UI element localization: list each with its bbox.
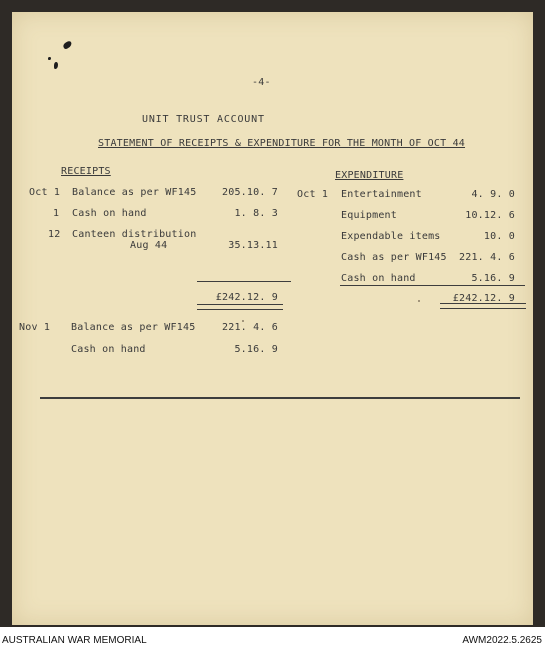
expenditure-amount: 10. 0 — [483, 231, 515, 242]
expenditure-subtotal-rule — [340, 285, 525, 286]
ink-blot — [48, 57, 51, 60]
caption-right: AWM2022.5.2625 — [462, 635, 542, 646]
document-page — [12, 12, 533, 625]
expenditure-amount: 4. 9. 0 — [471, 189, 515, 200]
balance-item: Balance as per WF145 — [71, 322, 196, 333]
caption-left: AUSTRALIAN WAR MEMORIAL — [2, 635, 147, 646]
expenditure-heading: EXPENDITURE — [335, 170, 404, 181]
document-subtitle: STATEMENT OF RECEIPTS & EXPENDITURE FOR THE MONTH OF OCT 44 — [98, 138, 466, 149]
ink-blot — [54, 62, 58, 69]
receipt-amount: 35.13.11 — [228, 240, 278, 251]
receipt-amount: 205.10. 7 — [222, 187, 278, 198]
balance-date: Nov 1 — [19, 322, 51, 333]
receipt-date: 12 — [48, 229, 61, 240]
paper-speck — [418, 300, 420, 302]
paper-speck — [242, 320, 244, 322]
expenditure-date: Oct 1 — [297, 189, 329, 200]
expenditure-amount: 10.12. 6 — [465, 210, 515, 221]
balance-item: Cash on hand — [71, 344, 146, 355]
expenditure-item: Entertainment — [341, 189, 422, 200]
receipt-item: Canteen distribution — [72, 229, 197, 240]
receipt-date: 1 — [53, 208, 60, 219]
receipts-total-double-rule — [197, 304, 283, 310]
receipt-amount: 1. 8. 3 — [234, 208, 278, 219]
document-title: UNIT TRUST ACCOUNT — [142, 114, 265, 125]
ink-blot — [62, 40, 73, 50]
closing-rule — [40, 397, 520, 399]
expenditure-total-double-rule — [440, 303, 526, 309]
expenditure-item: Cash on hand — [341, 273, 416, 284]
expenditure-item: Equipment — [341, 210, 397, 221]
expenditure-item: Expendable items — [341, 231, 441, 242]
receipt-item: Cash on hand — [72, 208, 147, 219]
page-number: -4- — [252, 77, 271, 88]
receipts-total: £242.12. 9 — [215, 292, 278, 303]
expenditure-amount: 221. 4. 6 — [459, 252, 515, 263]
expenditure-amount: 5.16. 9 — [471, 273, 515, 284]
receipts-heading: RECEIPTS — [61, 166, 111, 177]
expenditure-item: Cash as per WF145 — [341, 252, 447, 263]
receipt-item-continued: Aug 44 — [130, 240, 168, 251]
expenditure-total: £242.12. 9 — [452, 293, 515, 304]
receipt-date: Oct 1 — [29, 187, 61, 198]
receipts-subtotal-rule — [197, 281, 291, 282]
balance-amount: 221. 4. 6 — [222, 322, 278, 333]
receipt-item: Balance as per WF145 — [72, 187, 197, 198]
caption-bar — [0, 627, 545, 653]
balance-amount: 5.16. 9 — [234, 344, 278, 355]
